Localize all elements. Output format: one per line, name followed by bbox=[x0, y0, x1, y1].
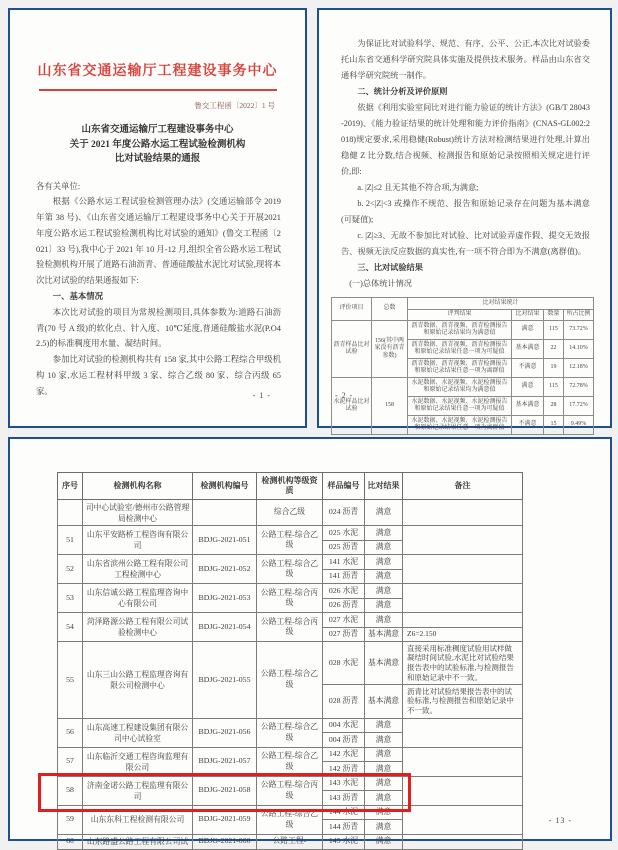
cell-ratio: 14.10% bbox=[564, 340, 594, 359]
cell-sample-id: 145 水泥 bbox=[323, 834, 365, 849]
cell-grade: 公路工程-综合乙级 bbox=[257, 526, 323, 555]
cell-result: 满意 bbox=[365, 791, 403, 806]
document-number: 鲁交工程函〔2022〕1 号 bbox=[194, 101, 275, 110]
cell-remark bbox=[403, 555, 523, 584]
cell-sample-id: 027 水泥 bbox=[323, 613, 365, 628]
col-project: 评价项目 bbox=[332, 298, 372, 321]
table-row bbox=[58, 747, 523, 762]
cell-result: 满意 bbox=[365, 733, 403, 748]
table-row bbox=[58, 613, 523, 628]
cell-grade: 公路工程-综合乙级 bbox=[257, 718, 323, 747]
table-row bbox=[58, 555, 523, 570]
cell-criteria: 水泥数据、水泥视频、水泥检测报告和原始记录结果任意一项为离群值 bbox=[408, 416, 512, 435]
cell-sample-id: 141 水泥 bbox=[323, 555, 365, 570]
cell-sample-id: 142 水泥 bbox=[323, 747, 365, 762]
cell-no: 55 bbox=[58, 642, 83, 719]
section-heading: 三、比对试验结果 bbox=[357, 263, 423, 272]
column-header: 检测机构等级资质 bbox=[257, 473, 323, 500]
column-header: 检测机构名称 bbox=[83, 473, 193, 500]
cell-remark bbox=[403, 805, 523, 834]
statistics-table-wrap bbox=[319, 297, 610, 435]
cell-remark bbox=[403, 584, 523, 613]
cell-result: 满意 bbox=[365, 762, 403, 777]
cell-name: 济南金诺公路工程监理有限公司 bbox=[83, 776, 193, 805]
cell-result: 基本满意 bbox=[512, 340, 544, 359]
cell-count: 115 bbox=[544, 321, 564, 340]
document-page-2 bbox=[317, 8, 612, 431]
cell-sample-id: 143 沥青 bbox=[323, 791, 365, 806]
section-heading: 二、统计分析及评价原则 bbox=[357, 87, 448, 96]
cell-result: 不满意 bbox=[512, 359, 544, 378]
cell-criteria: 沥青数据、沥青视频、沥青检测报告和原始记录结果均为满意值 bbox=[408, 321, 512, 340]
cell-name: 山东信诚公路工程监理咨询中心有限公司 bbox=[83, 584, 193, 613]
cell-sample-id: 027 沥青 bbox=[323, 627, 365, 642]
cell-sample-id: 004 水泥 bbox=[323, 718, 365, 733]
document-page-13 bbox=[8, 437, 612, 847]
cell-sample-id: 141 沥青 bbox=[323, 569, 365, 584]
page-number-1: - 1 - bbox=[252, 391, 271, 400]
cell-remark bbox=[403, 526, 523, 555]
paragraph: 根据《公路水运工程试验检测管理办法》(交通运输部令 2019 年第 38 号)、《山东省交通运输厅工程建设事务中心关于开展2021年度公路水运工程试验检测机构比对试验的通知》(鲁交工程函〔2021〕33 号),我中心于 2021 年 10 月-12 月,组织全省公路水运工程试验检测机构开展了道路石油沥青、普通硅酸盐水泥比对试验,现将本次比对试验的结果通报如下: bbox=[36, 197, 281, 286]
cell-code: BDJG-2021-053 bbox=[193, 584, 257, 613]
cell-name: 山东临沂交通工程咨询监理有限公司 bbox=[83, 747, 193, 776]
cell-name: 菏泽路源公路工程有限公司试验检测中心 bbox=[83, 613, 193, 642]
col-count: 数量 bbox=[544, 309, 564, 321]
page-number-2: - 2 - bbox=[335, 391, 354, 400]
page1-body bbox=[36, 179, 281, 400]
cell-code: BDJG-2021-054 bbox=[193, 613, 257, 642]
cell-code: BDJG-2021-060 bbox=[193, 834, 257, 849]
cell-code: BDJG-2021-058 bbox=[193, 776, 257, 805]
cell-result: 满意 bbox=[512, 378, 544, 397]
cell-sample-id: 028 沥青 bbox=[323, 685, 365, 718]
cell-result: 不满意 bbox=[512, 416, 544, 435]
col-ratio: 所占比例 bbox=[564, 309, 594, 321]
cell-grade: 公路工程-综合乙级 bbox=[257, 805, 323, 834]
notice-title-line-1: 山东省交通运输厅工程建设事务中心 bbox=[81, 125, 234, 135]
notice-title-line-2: 关于 2021 年度公路水运工程试验检测机构 bbox=[69, 139, 246, 150]
institutions-table bbox=[57, 472, 523, 850]
table-row bbox=[58, 584, 523, 599]
cell-name: 山东高速工程建设集团有限公司中心试验室 bbox=[83, 718, 193, 747]
table-row bbox=[58, 805, 523, 820]
cell-result: 基本满意 bbox=[512, 397, 544, 416]
cell-result: 满意 bbox=[365, 776, 403, 791]
institutions-table-wrap bbox=[10, 472, 610, 850]
cell-result: 满意 bbox=[365, 747, 403, 762]
paragraph: 本次比对试验的项目为常规检测项目,具体参数为:道路石油沥青(70 号 A 级)的软化点、针入度、10℃延度,普通硅酸盐水泥(P.O42.5)的标准稠度用水量、凝结时间。 bbox=[36, 307, 281, 349]
cell-ratio: 12.18% bbox=[564, 359, 594, 378]
cell-total: 158 bbox=[372, 378, 408, 435]
notice-title bbox=[10, 123, 305, 167]
cell-grade: 公路工程-综合乙级 bbox=[257, 642, 323, 719]
column-header: 样品编号 bbox=[323, 473, 365, 500]
cell-result: 满意 bbox=[365, 820, 403, 835]
cell-project: 水泥样品比对试验 bbox=[332, 378, 372, 435]
cell-name: 山东东科工程检测有限公司 bbox=[83, 805, 193, 834]
cell-code: BDJG-2021-052 bbox=[193, 555, 257, 584]
letterhead-divider bbox=[39, 89, 277, 91]
cell-sample-id: 144 沥青 bbox=[323, 820, 365, 835]
cell-grade: 公路工程-综合丙级 bbox=[257, 584, 323, 613]
cell-sample-id: 026 水泥 bbox=[323, 584, 365, 599]
column-header: 检测机构编号 bbox=[193, 473, 257, 500]
cell-code: BDJG-2021-056 bbox=[193, 718, 257, 747]
cell-result: 满意 bbox=[365, 598, 403, 613]
cell-project: 沥青样品比对试验 bbox=[332, 321, 372, 378]
cell-no: 53 bbox=[58, 584, 83, 613]
cell-result: 满意 bbox=[365, 540, 403, 555]
cell-sample-id: 026 沥青 bbox=[323, 598, 365, 613]
cell-result: 满意 bbox=[365, 555, 403, 570]
cell-remark bbox=[403, 747, 523, 776]
cell-count: 115 bbox=[544, 378, 564, 397]
cell-criteria: 水泥数据、水泥视频、水泥检测报告和原始记录结果任意一项为可疑值 bbox=[408, 397, 512, 416]
stats-row bbox=[332, 378, 594, 397]
cell-ratio: 9.49% bbox=[564, 416, 594, 435]
cell-no bbox=[58, 500, 83, 526]
cell-count: 28 bbox=[544, 397, 564, 416]
cell-total: 156(其中两家没有沥青参数) bbox=[372, 321, 408, 378]
cell-result: 基本满意 bbox=[365, 627, 403, 642]
cell-sample-id: 028 水泥 bbox=[323, 642, 365, 685]
cell-result: 满意 bbox=[365, 613, 403, 628]
table-row bbox=[58, 526, 523, 541]
cell-grade: 公路工程-综合乙级 bbox=[257, 747, 323, 776]
cell-remark: Z6=2.150 bbox=[403, 627, 523, 642]
document-page-1 bbox=[8, 8, 307, 428]
cell-sample-id: 143 水泥 bbox=[323, 776, 365, 791]
cell-sample-id: 144 水泥 bbox=[323, 805, 365, 820]
section-heading: (一)总体统计情况 bbox=[349, 279, 412, 288]
col-total: 总数 bbox=[372, 298, 408, 321]
cell-result: 基本满意 bbox=[365, 685, 403, 718]
cell-grade: 公路工程-综合丙级 bbox=[257, 613, 323, 642]
cell-grade: 公路工程-综合丙级 bbox=[257, 776, 323, 805]
cell-ratio: 73.72% bbox=[564, 321, 594, 340]
letterhead-title: 山东省交通运输厅工程建设事务中心 bbox=[37, 64, 278, 79]
cell-grade: 公路工程- bbox=[257, 834, 323, 849]
cell-sample-id: 004 沥青 bbox=[323, 733, 365, 748]
cell-no: 52 bbox=[58, 555, 83, 584]
table-row bbox=[58, 718, 523, 733]
col-stats-group: 比对结果统计 bbox=[408, 298, 594, 310]
cell-name: 山东省滨州公路工程有限公司工程检测中心 bbox=[83, 555, 193, 584]
cell-criteria: 沥青数据、沥青视频、沥青检测报告和原始记录结果任意一项为离群值 bbox=[408, 359, 512, 378]
stats-row bbox=[332, 321, 594, 340]
cell-count: 19 bbox=[544, 359, 564, 378]
section-heading: 一、基本情况 bbox=[52, 292, 104, 302]
cell-result: 满意 bbox=[365, 805, 403, 820]
statistics-table bbox=[331, 297, 594, 435]
col-result: 比对结果 bbox=[512, 309, 544, 321]
cell-code: BDJG-2021-051 bbox=[193, 526, 257, 555]
cell-remark bbox=[403, 718, 523, 747]
cell-sample-id: 025 水泥 bbox=[323, 526, 365, 541]
table-row bbox=[58, 776, 523, 791]
notice-title-line-3: 比对试验结果的通报 bbox=[114, 154, 201, 164]
cell-result: 满意 bbox=[512, 321, 544, 340]
cell-no: 56 bbox=[58, 718, 83, 747]
salutation: 各有关单位: bbox=[36, 181, 81, 191]
column-header: 序号 bbox=[58, 473, 83, 500]
cell-remark bbox=[403, 834, 523, 849]
cell-result: 满意 bbox=[365, 834, 403, 849]
cell-no: 57 bbox=[58, 747, 83, 776]
table-row bbox=[58, 500, 523, 526]
cell-sample-id: 025 沥青 bbox=[323, 540, 365, 555]
cell-criteria: 水泥数据、水泥视频、水泥检测报告和原始记录结果均为满意值 bbox=[408, 378, 512, 397]
cell-name: 山东三山公路工程监理咨询有限公司检测中心 bbox=[83, 642, 193, 719]
stats-header-row bbox=[332, 298, 594, 310]
paragraph: 依据《利用实验室间比对进行能力验证的统计方法》(GB/T 28043-2019)、《能力验证结果的统计处理和能力评价指南》(CNAS-GL002:2018)规定要求,采用稳健(Robust)统计方法对检测结果进行处理,计算出稳健 Z 比分数,结合视频、检测报告和原始记录按照相关规定进行评价,即: bbox=[341, 103, 590, 176]
page2-body bbox=[341, 36, 590, 292]
paragraph: c. |Z|≥3、无故不参加比对试验、比对试验弄虚作假、提交无效报告、视频无法反应数据的真实性,有一项不符合即为不满意(离群值)。 bbox=[341, 231, 590, 256]
cell-grade: 综合乙级 bbox=[257, 500, 323, 526]
cell-remark bbox=[403, 613, 523, 628]
cell-code bbox=[193, 500, 257, 526]
cell-name: 司中心试验室/德州市公路管理局检测中心 bbox=[83, 500, 193, 526]
cell-count: 15 bbox=[544, 416, 564, 435]
cell-ratio: 72.78% bbox=[564, 378, 594, 397]
paragraph: b. 2<|Z|<3 或操作不规范、报告和原始记录存在问题为基本满意(可疑值); bbox=[341, 199, 590, 224]
cell-name: 山东路盛公路工程有限公司试 bbox=[83, 834, 193, 849]
cell-no: 59 bbox=[58, 805, 83, 834]
table-header-row bbox=[58, 473, 523, 500]
cell-no: 54 bbox=[58, 613, 83, 642]
table-row bbox=[58, 834, 523, 849]
cell-code: BDJG-2021-057 bbox=[193, 747, 257, 776]
cell-remark: 沥青比对试验结果报告表中的试验标准,与检测报告和原始记录中不一致。 bbox=[403, 685, 523, 718]
cell-code: BDJG-2021-055 bbox=[193, 642, 257, 719]
cell-result: 满意 bbox=[365, 569, 403, 584]
cell-sample-id: 142 沥青 bbox=[323, 762, 365, 777]
page-number-13: - 13 - bbox=[548, 816, 572, 825]
cell-result: 基本满意 bbox=[365, 642, 403, 685]
cell-no: 51 bbox=[58, 526, 83, 555]
cell-grade: 公路工程-综合乙级 bbox=[257, 555, 323, 584]
table-row bbox=[58, 642, 523, 685]
col-judge: 评判结果 bbox=[408, 309, 512, 321]
cell-result: 满意 bbox=[365, 500, 403, 526]
cell-no: 60 bbox=[58, 834, 83, 849]
cell-result: 满意 bbox=[365, 526, 403, 541]
column-header: 比对结果 bbox=[365, 473, 403, 500]
paragraph: 为保证比对试验科学、规范、有序、公平、公正,本次比对试验委托山东省交通科学研究院具体实施及提供技术服务。样品由山东省交通科学研究院统一制作。 bbox=[341, 39, 590, 80]
cell-no: 58 bbox=[58, 776, 83, 805]
cell-remark bbox=[403, 500, 523, 526]
cell-sample-id: 024 沥青 bbox=[323, 500, 365, 526]
cell-criteria: 沥青数据、沥青视频、沥青检测报告和原始记录结果任意一项为可疑值 bbox=[408, 340, 512, 359]
cell-remark bbox=[403, 776, 523, 805]
cell-remark: 直接采用标准稠度试验用试样做凝结时间试验,水泥比对试验结果报告表中的试验标准,与检测报告和原始记录中不一致。 bbox=[403, 642, 523, 685]
paragraph: 参加比对试验的检测机构共有 158 家,其中公路工程综合甲级机构 10 家,水运工程材料甲级 3 家、综合乙级 80 家、综合丙级 65 家。 bbox=[36, 355, 282, 396]
column-header: 备注 bbox=[403, 473, 523, 500]
cell-name: 山东平安路桥工程咨询有限公司 bbox=[83, 526, 193, 555]
cell-result: 满意 bbox=[365, 718, 403, 733]
cell-ratio: 17.72% bbox=[564, 397, 594, 416]
cell-result: 满意 bbox=[365, 584, 403, 599]
cell-count: 22 bbox=[544, 340, 564, 359]
cell-code: BDJG-2021-059 bbox=[193, 805, 257, 834]
paragraph: a. |Z|≤2 且无其他不符合项,为满意; bbox=[357, 183, 479, 192]
